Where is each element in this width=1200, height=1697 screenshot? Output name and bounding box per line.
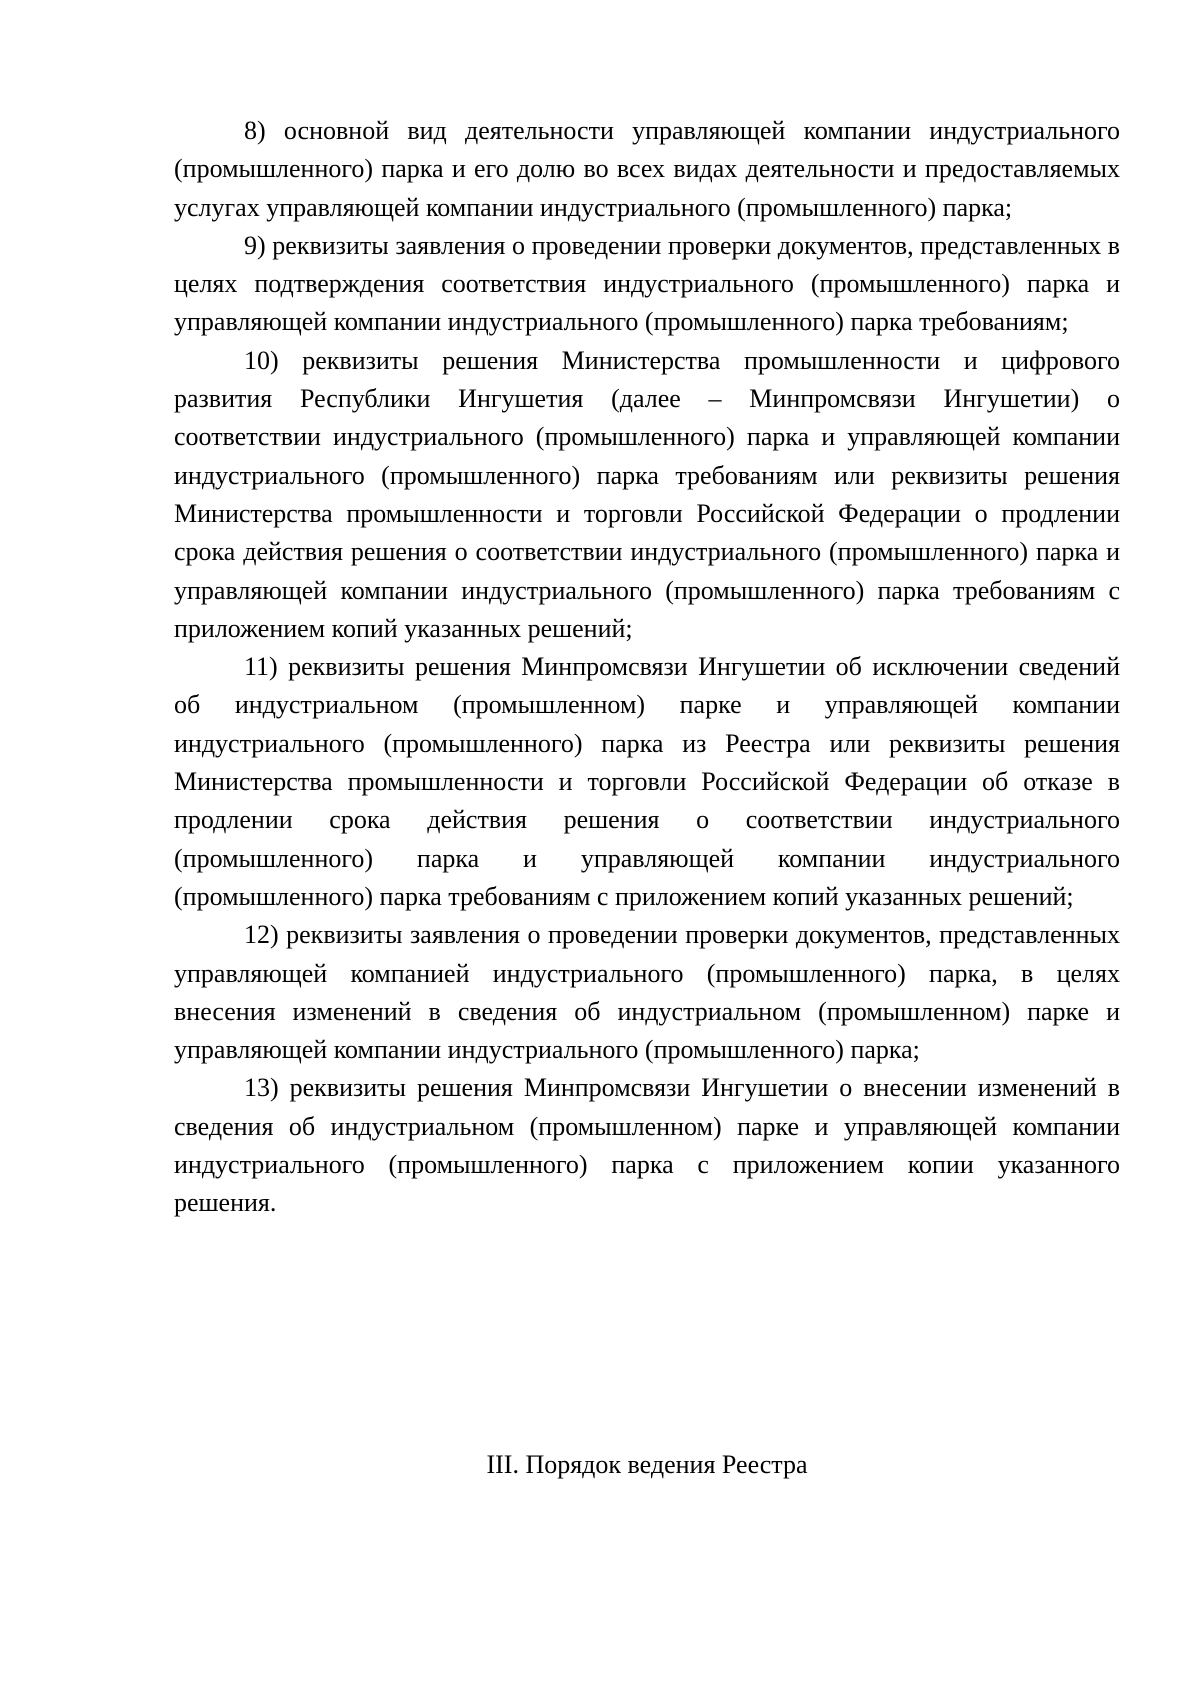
list-item-13: 13) реквизиты решения Минпромсвязи Ингушетии о внесении изменений в сведения об индустриальном (промышленном) парке и управляющей компании индустриального (промышленного) парка с приложением копии указанного решения. xyxy=(174,1073,1120,1218)
document-body xyxy=(174,112,1120,1223)
list-item-11: 11) реквизиты решения Минпромсвязи Ингушетии об исключении сведений об индустриальном (промышленном) парке и управляющей компании индустриального (промышленного) парка из Реестра или реквизиты решения Министерства промышленности и торговли Российской Федерации об отказе в продлении срока действия решения о соответствии индустриального (промышленного) парка и управляющей компании индустриального (промышленного) парка требованиям с приложением копий указанных решений; xyxy=(174,652,1120,911)
list-item-9: 9) реквизиты заявления о проведении проверки документов, представленных в целях подтверждения соответствия индустриального (промышленного) парка и управляющей компании индустриального (промышленного) парка требованиям; xyxy=(174,230,1120,337)
section-heading: III. Порядок ведения Реестра xyxy=(486,1450,808,1479)
list-item-12: 12) реквизиты заявления о проведении проверки документов, представленных управляющей компанией индустриального (промышленного) парка, в целях внесения изменений в сведения об индустриальном (промышленном) парке и управляющей компании индустриального (промышленного) парка; xyxy=(174,920,1120,1065)
list-item-10: 10) реквизиты решения Министерства промышленности и цифрового развития Республики Ингушетия (далее – Минпромсвязи Ингушетии) о соответствии индустриального (промышленного) парка и управляющей компании индустриального (промышленного) парка требованиям или реквизиты решения Министерства промышленности и торговли Российской Федерации о продлении срока действия решения о соответствии индустриального (промышленного) парка и управляющей компании индустриального (промышленного) парка требованиям с приложением копий указанных решений; xyxy=(174,345,1120,643)
list-item-8: 8) основной вид деятельности управляющей компании индустриального (промышленного) парка и его долю во всех видах деятельности и предоставляемых услугах управляющей компании индустриального (промышленного) парка; xyxy=(174,116,1120,222)
